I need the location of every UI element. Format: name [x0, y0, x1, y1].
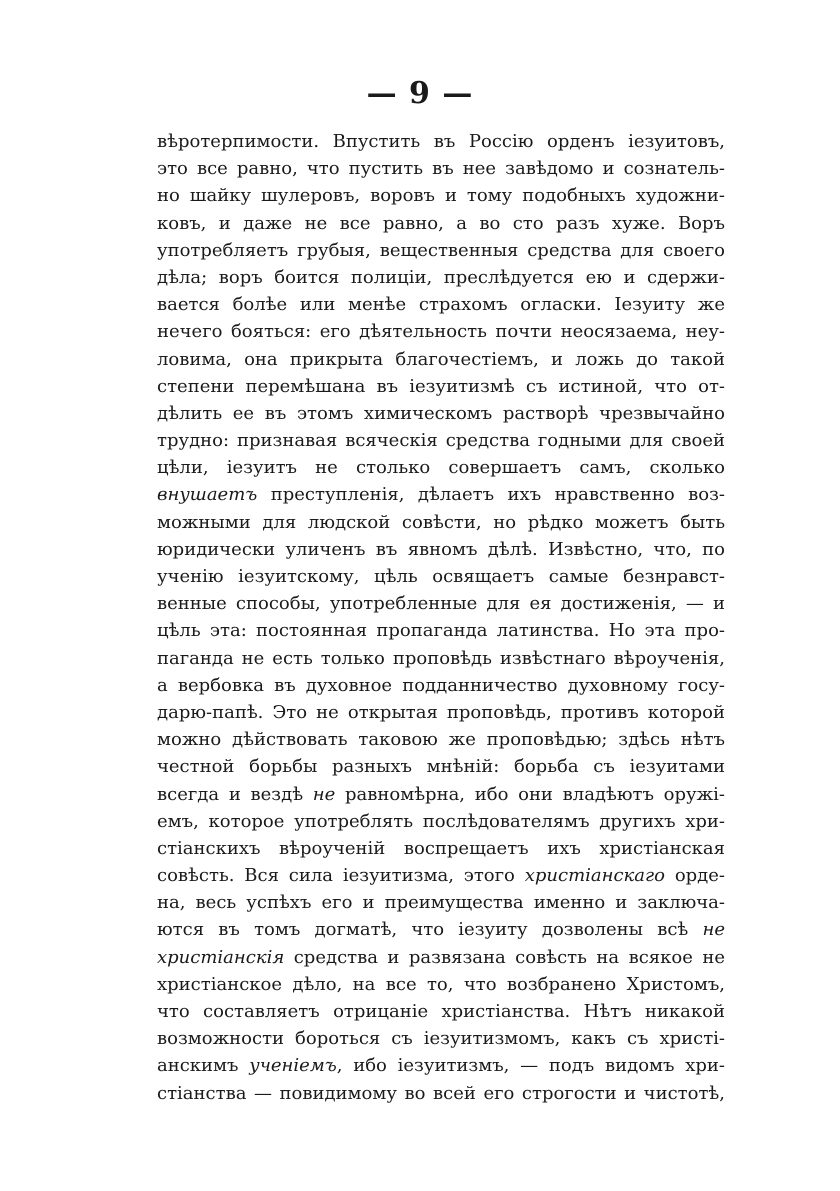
text-line: трудно: признавая всяческія средства годными для своей [157, 430, 725, 452]
text-line: христіанское дѣло, на все то, что возбранено Христомъ, [157, 973, 725, 995]
body-text [157, 128, 725, 1107]
text-line: что составляетъ отрицаніе христіанства. Нѣтъ никакой [157, 1001, 725, 1022]
text-line: нечего бояться: его дѣятельность почти неосязаема, неу- [157, 321, 725, 343]
text-line: цѣли, іезуитъ не столько совершаетъ самъ, сколько [157, 457, 725, 479]
text-line: возможности бороться съ іезуитизмомъ, какъ съ христі- [157, 1028, 725, 1050]
text-line: венные способы, употребленные для ея достиженія, — и [157, 593, 725, 615]
text-line: всегда и вездѣ не равномѣрна, ибо они владѣютъ оружі- [157, 783, 725, 805]
text-line: стіанскихъ вѣроученій воспрещаетъ ихъ христіанская [157, 837, 725, 859]
text-line: дѣлить ее въ этомъ химическомъ растворѣ чрезвычайно [157, 402, 725, 424]
text-line: цѣль эта: постоянная пропаганда латинства. Но эта про- [157, 620, 725, 642]
italic-word: христіанскія [157, 946, 285, 968]
text-line: совѣсть. Вся сила іезуитизма, этого христіанскаго орде- [157, 865, 725, 887]
text-line: на, весь успѣхъ его и преимущества именно и заключа- [157, 892, 725, 914]
text-line: честной борьбы разныхъ мнѣній: борьба съ іезуитами [157, 756, 725, 778]
italic-word: не [702, 919, 725, 941]
italic-word: христіанскаго [524, 865, 665, 887]
text-line: ются въ томъ догматѣ, что іезуиту дозволены всѣ не [157, 919, 725, 941]
text-line: можными для людской совѣсти, но рѣдко можетъ быть [157, 511, 725, 533]
text-line: юридически уличенъ въ явномъ дѣлѣ. Извѣстно, что, по [157, 538, 725, 560]
text-line: это все равно, что пустить въ нее завѣдомо и сознатель- [157, 158, 725, 180]
text-line: дарю-папѣ. Это не открытая проповѣдь, противъ которой [157, 701, 725, 723]
italic-word: внушаетъ [157, 484, 258, 506]
text-line: ловима, она прикрыта благочестіемъ, и ложь до такой [157, 348, 725, 370]
text-line: паганда не есть только проповѣдь извѣстнаго вѣроученія, [157, 647, 725, 669]
text-line: степени перемѣшана въ іезуитизмѣ съ истиной, что от- [157, 375, 725, 397]
text-line: вается болѣе или менѣе страхомъ огласки. Іезуиту же [157, 294, 725, 316]
page-number: — 9 — [366, 76, 474, 111]
text-line: а вербовка въ духовное подданничество духовному госу- [157, 674, 725, 696]
text-line: стіанства — повидимому во всей его строгости и чистотѣ, [157, 1082, 725, 1104]
text-line: но шайку шулеровъ, воровъ и тому подобныхъ художни- [157, 185, 725, 207]
text-line: ученію іезуитскому, цѣль освящаетъ самые безнравст- [157, 566, 725, 587]
italic-word: ученіемъ [249, 1055, 337, 1077]
text-line: дѣла; воръ боится полиціи, преслѣдуется ею и сдержи- [157, 266, 725, 288]
italic-word: не [312, 783, 336, 805]
text-line: можно дѣйствовать таковою же проповѣдью; здѣсь нѣтъ [157, 729, 725, 751]
text-line: ковъ, и даже не все равно, а во сто разъ хуже. Воръ [157, 212, 725, 234]
text-line: емъ, которое употреблять послѣдователямъ другихъ хри- [157, 810, 725, 832]
text-line: вѣротерпимости. Впустить въ Россію орденъ іезуитовъ, [157, 131, 725, 152]
text-line: употребляетъ грубыя, вещественныя средства для своего [157, 239, 725, 261]
text-line: анскимъ ученіемъ, ибо іезуитизмъ, — подъ видомъ хри- [157, 1055, 725, 1077]
text-line: внушаетъ преступленія, дѣлаетъ ихъ нравственно воз- [157, 484, 725, 506]
text-line: христіанскія средства и развязана совѣсть на всякое не [157, 946, 725, 968]
